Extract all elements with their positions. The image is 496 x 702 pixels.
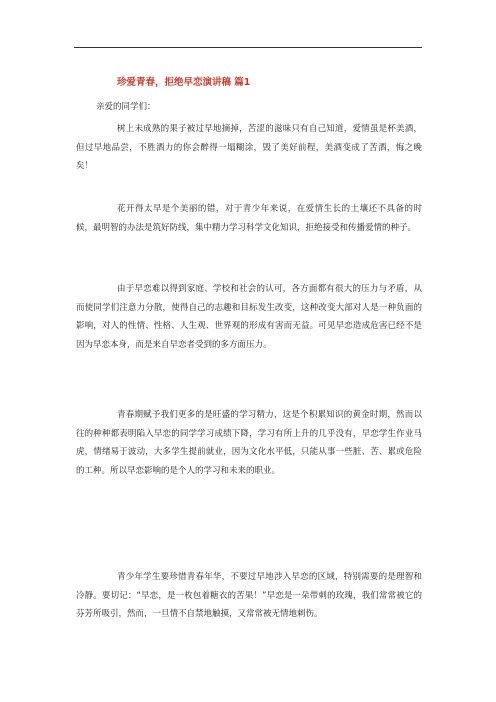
salutation: 亲爱的同学们： — [96, 102, 156, 112]
paragraph-3: 由于早恋难以得到家庭、学校和社会的认可，各方面都有很大的压力与矛盾，从而使同学们注意力分散，使得自己的志趣和目标发生改变，这种改变大部对人是一种负面的影响，对人的性情、性格、人生观、世界观的形成有害而无益。可见早恋造成危害已经不是因为早恋本身，而是来自早恋者受到的多方面压力。 — [76, 284, 422, 350]
paragraph-5: 青少年学生要珍惜青春年华，不要过早地涉入早恋的区域，特别需要的是理智和冷静。要切记：“早恋，是一枚包着糖衣的苦果！”早恋是一朵带刺的玫瑰，我们常常被它的芬芳所吸引，然而，一旦情不自禁地触摸，又常常被无情地刺伤。 — [76, 572, 422, 619]
header-rule — [74, 47, 422, 48]
paragraph-2: 花开得太早是个美丽的错，对于青少年来说，在爱情生长的土壤还不具备的时候，最明智的办法是筑好防线，集中精力学习科学文化知识，拒绝接受和传播爱情的种子。 — [76, 204, 422, 233]
paragraph-1: 树上未成熟的果子被过早地摘掉，苦涩的滋味只有自己知道，爱情虽是杯美酒，但过早地品尝，不胜酒力的你会醉得一塌糊涂，毁了美好前程，美酒变成了苦酒，悔之晚矣！ — [76, 124, 422, 171]
paragraph-4: 青春期赋予我们更多的是旺盛的学习精力，这是个积累知识的黄金时期，然而以往的种种都表明陷入早恋的同学学习成绩下降，学习有所上升的几乎没有，早恋学生作业马虎，情绪易于波动，大多学生提前就业，因为文化水平低，只能从事一些脏、苦、累或危险的工种。所以早恋影响的是个人的学习和未来的职业。 — [76, 410, 422, 476]
document-title: 珍爱青春，拒绝早恋演讲稿 篇1 — [117, 77, 251, 88]
